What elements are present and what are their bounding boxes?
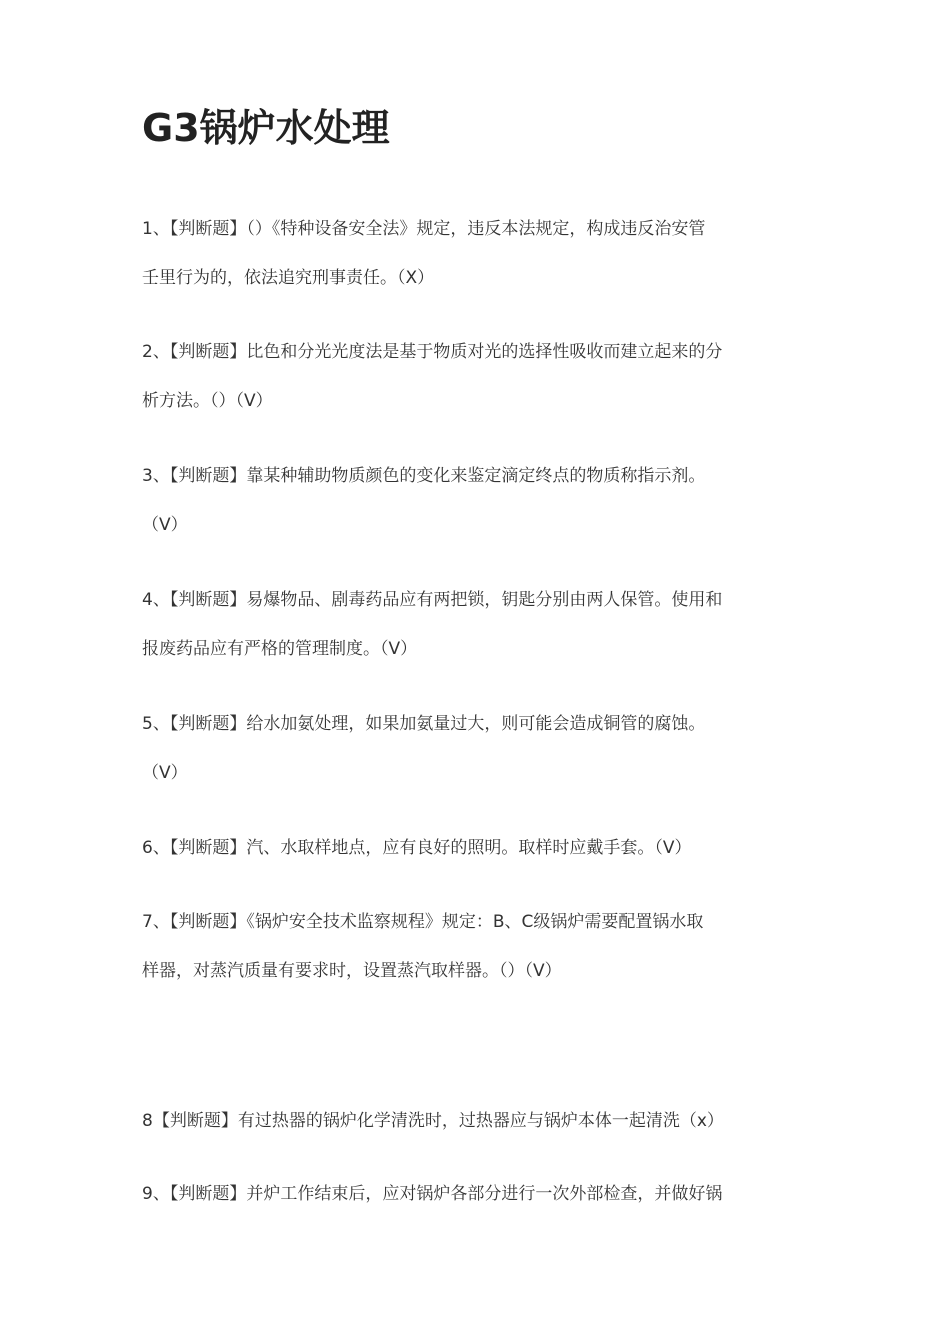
question-7 [142, 898, 810, 996]
question-5-line-2: （V） [142, 763, 188, 783]
question-5 [142, 700, 810, 798]
question-3-line-2: （V） [142, 515, 188, 535]
question-6-line-1: 6、【判断题】汽、水取样地点，应有良好的照明。取样时应戴手套。（V） [142, 838, 692, 858]
question-2 [142, 328, 810, 426]
document-title: G3锅炉水处理 [142, 106, 390, 150]
question-8 [142, 1097, 810, 1146]
question-9-line-1: 9、【判断题】并炉工作结束后，应对锅炉各部分进行一次外部检查，并做好锅 [142, 1184, 723, 1204]
question-9 [142, 1170, 810, 1219]
question-3 [142, 452, 810, 550]
question-4-line-1: 4、【判断题】易爆物品、剧毒药品应有两把锁，钥匙分别由两人保管。使用和 [142, 590, 723, 610]
question-2-line-2: 析方法。（）（V） [142, 391, 273, 411]
question-1 [142, 205, 810, 303]
question-1-line-1: 1、【判断题】（）《特种设备安全法》规定，违反本法规定，构成违反治安管 [142, 219, 706, 239]
question-2-line-1: 2、【判断题】比色和分光光度法是基于物质对光的选择性吸收而建立起来的分 [142, 342, 723, 362]
question-4-line-2: 报废药品应有严格的管理制度。（V） [142, 639, 418, 659]
question-1-line-2: 壬里行为的，依法追究刑事责任。（X） [142, 268, 435, 288]
question-6 [142, 824, 810, 873]
question-3-line-1: 3、【判断题】靠某种辅助物质颜色的变化来鉴定滴定终点的物质称指示剂。 [142, 466, 706, 486]
question-4 [142, 576, 810, 674]
question-5-line-1: 5、【判断题】给水加氨处理，如果加氨量过大，则可能会造成铜管的腐蚀。 [142, 714, 706, 734]
question-7-line-2: 样器，对蒸汽质量有要求时，设置蒸汽取样器。（）（V） [142, 961, 562, 981]
question-8-line-1: 8【判断题】有过热器的锅炉化学清洗时，过热器应与锅炉本体一起清洗（x） [142, 1111, 724, 1131]
question-7-line-1: 7、【判断题】《锅炉安全技术监察规程》规定：B、C级锅炉需要配置锅水取 [142, 912, 704, 932]
